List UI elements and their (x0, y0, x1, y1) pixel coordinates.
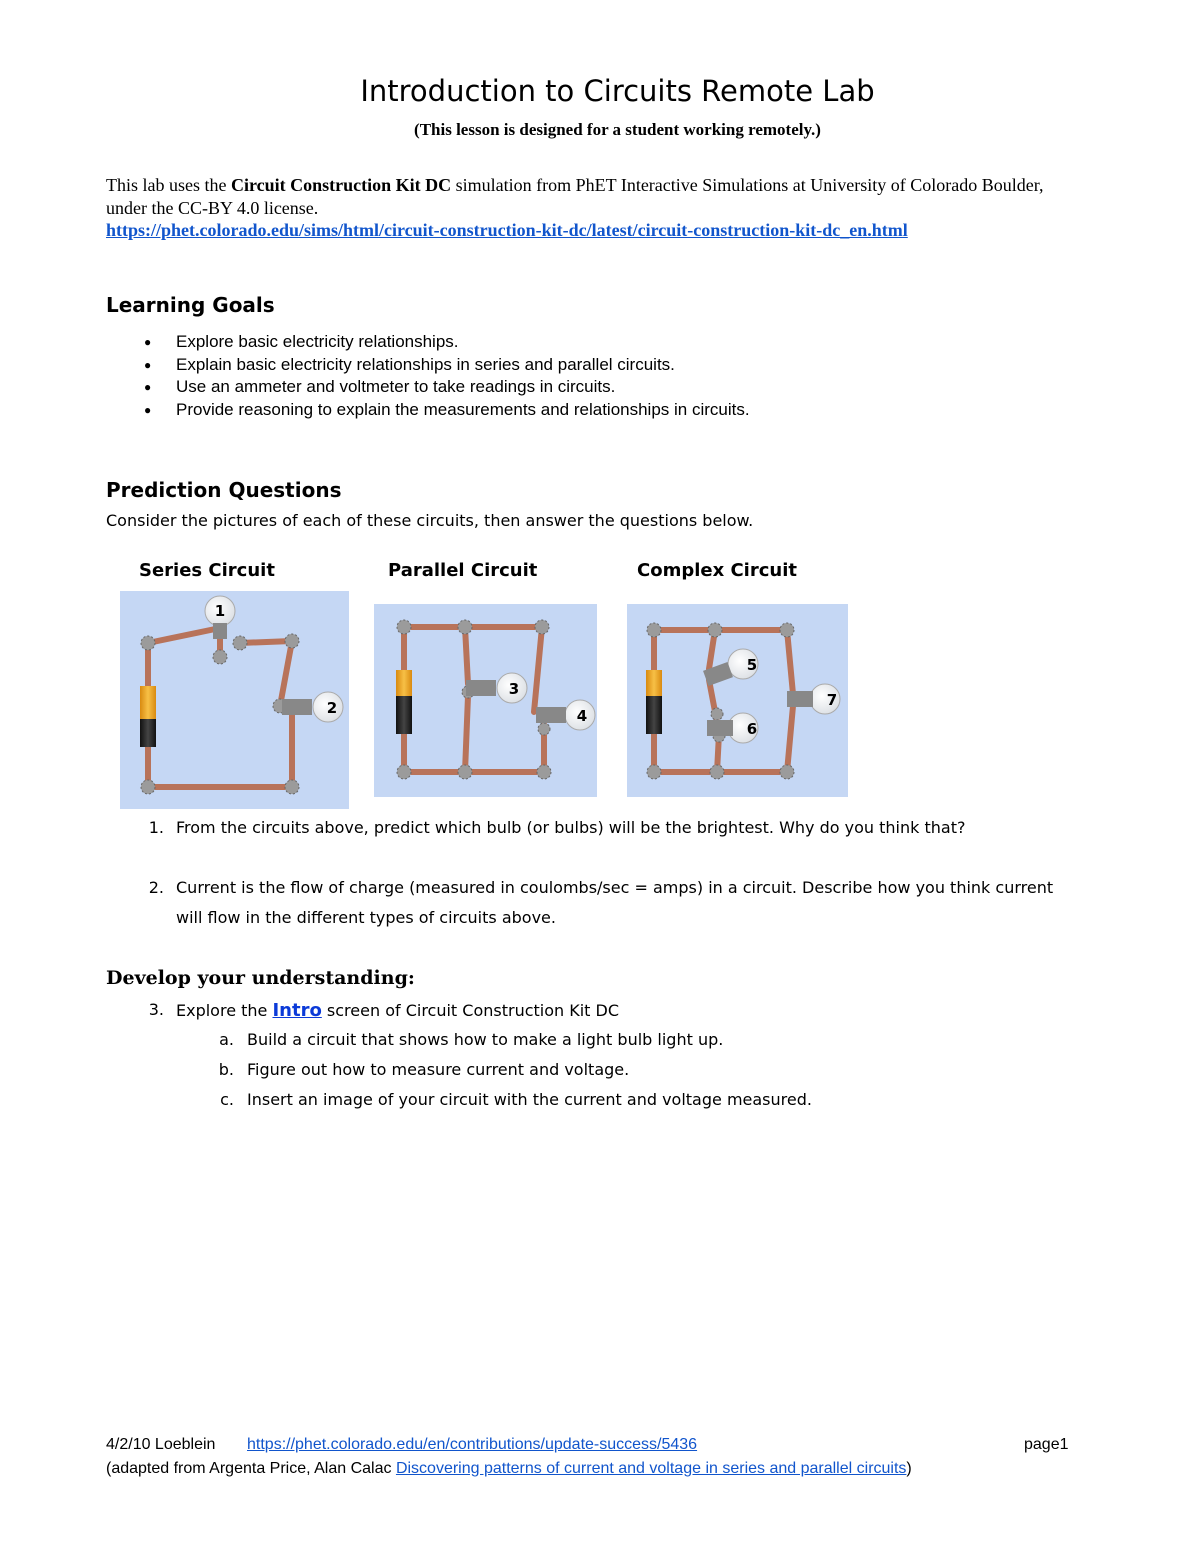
complex-circuit-caption: Complex Circuit (637, 560, 797, 581)
intro-line-2: under the CC-BY 4.0 license. (106, 198, 319, 218)
parallel-circuit-diagram (374, 604, 597, 797)
develop-heading: Develop your understanding: (106, 967, 415, 989)
intro-screen-link[interactable]: Intro (272, 1000, 322, 1021)
bulb-label: 1 (214, 602, 226, 620)
light-bulb-icon (466, 673, 527, 703)
battery-icon (396, 670, 412, 734)
question-3-subitems: a. Build a circuit that shows how to make a light bulb light up. b. Figure out how to measure current and voltage. c. Insert an image of your circuit with the current and voltage measured. (218, 1030, 812, 1109)
footer-author: 4/2/10 Loeblein (106, 1436, 216, 1453)
page-subtitle: (This lesson is designed for a student working remotely.) (414, 120, 821, 139)
list-item: ● Explain basic electricity relationships in series and parallel circuits. (106, 354, 1006, 377)
learning-goals-heading: Learning Goals (106, 293, 275, 317)
bulb-label: 6 (746, 720, 758, 738)
intro-line-1 (106, 175, 1166, 196)
bulb-label: 7 (826, 691, 838, 709)
list-item: Figure out how to measure current and voltage. (247, 1060, 630, 1079)
sim-name: Circuit Construction Kit DC (230, 175, 452, 195)
bullet-icon: ● (144, 357, 152, 372)
list-item: Insert an image of your circuit with the current and voltage measured. (247, 1090, 812, 1109)
intro-prefix: This lab uses the (106, 175, 231, 195)
page-title: Introduction to Circuits Remote Lab (360, 74, 875, 108)
battery-icon (140, 686, 156, 747)
learning-goals-list (106, 331, 1006, 422)
intro-suffix: simulation from PhET Interactive Simulations at University of Colorado Boulder, (451, 175, 1044, 195)
adapted-source-link[interactable]: Discovering patterns of current and voltage in series and parallel circuits (395, 1460, 907, 1477)
prediction-heading: Prediction Questions (106, 478, 342, 502)
footer-adapted: (adapted from Argenta Price, Alan Calac Discovering patterns of current and voltage in series and parallel circuits) (106, 1460, 912, 1477)
bulb-label: 3 (508, 680, 520, 698)
series-circuit-diagram (120, 591, 349, 809)
list-item: ● Use an ammeter and voltmeter to take readings in circuits. (106, 376, 1006, 399)
list-item: ● Provide reasoning to explain the measurements and relationships in circuits. (106, 399, 1006, 422)
bullet-icon: ● (144, 335, 152, 349)
prediction-intro: Consider the pictures of each of these circuits, then answer the questions below. (106, 511, 754, 530)
bulb-label: 5 (746, 656, 758, 674)
parallel-circuit-caption: Parallel Circuit (388, 560, 538, 581)
battery-icon (646, 670, 662, 734)
bulb-label: 2 (326, 699, 338, 717)
bullet-icon: ● (144, 380, 152, 395)
sim-link[interactable]: https://phet.colorado.edu/sims/html/circuit-construction-kit-dc/latest/circuit-construction-kit-dc_en.html (106, 220, 908, 240)
page-number: page1 (1024, 1436, 1069, 1453)
series-circuit-caption: Series Circuit (139, 560, 275, 581)
complex-circuit-diagram (627, 604, 848, 797)
list-item: ● Explore basic electricity relationships. (106, 331, 1006, 354)
bullet-icon: ● (144, 403, 152, 418)
bulb-label: 4 (576, 707, 588, 725)
footer-link[interactable]: https://phet.colorado.edu/en/contributions/update-success/5436 (247, 1436, 698, 1453)
list-item: Build a circuit that shows how to make a light bulb light up. (247, 1030, 724, 1049)
